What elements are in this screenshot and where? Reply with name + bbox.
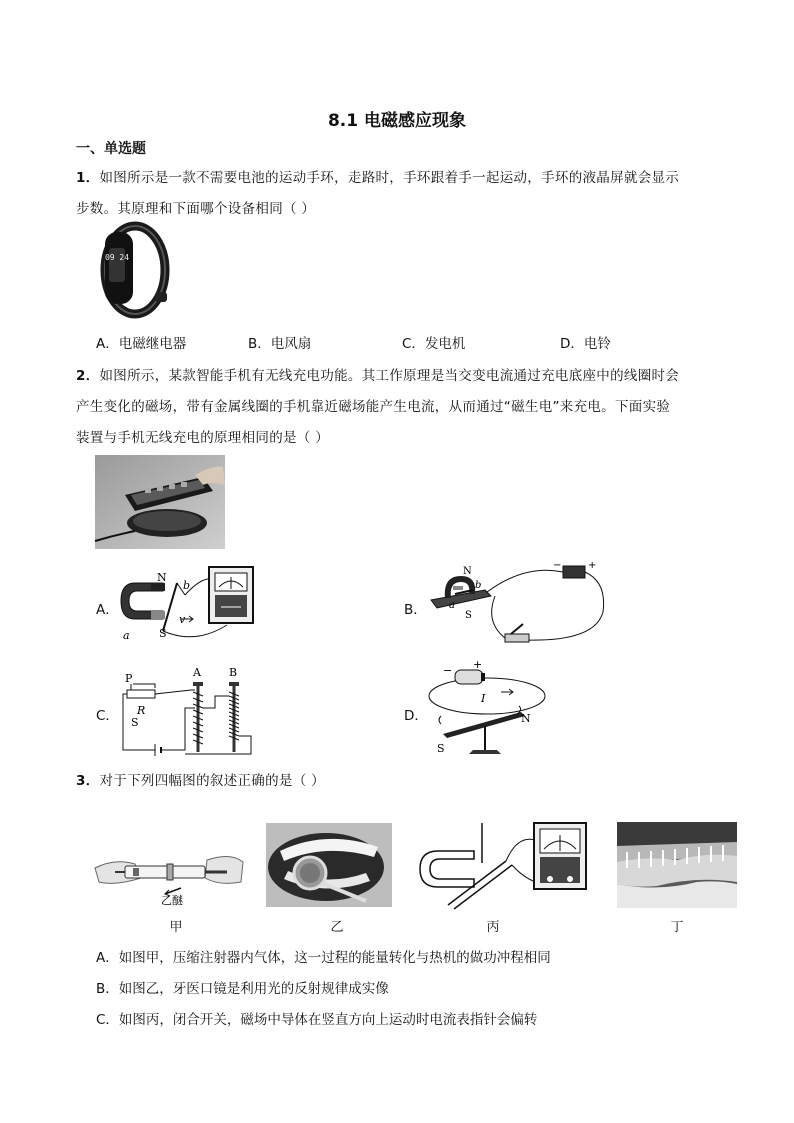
figure-yi-dental-mirror <box>266 823 392 907</box>
question-2-text-1: 如图所示，某款智能手机有无线充电功能。其工作原理是当交变电流通过充电底座中的线圈时会 <box>99 368 680 384</box>
figure-c-a-label: A <box>193 666 201 679</box>
question-3-text-1: 对于下列四幅图的叙述正确的是（ ） <box>99 773 325 789</box>
question-1-option-c[interactable]: C．发电机 <box>402 336 466 352</box>
figure-b-circuit-setup <box>425 562 610 654</box>
question-2-option-a-label[interactable]: A． <box>96 602 119 618</box>
question-1-option-b[interactable]: B．电风扇 <box>248 336 312 352</box>
figure-d-n-label: N <box>521 712 531 725</box>
question-2-text-2: 产生变化的磁场，带有金属线圈的手机靠近磁场能产生电流，从而通过“磁生电”来充电。下面实验 <box>76 399 671 415</box>
figure-b-a-label: a <box>449 600 455 611</box>
figure-c-electromagnet-setup <box>115 662 265 762</box>
figure-b-n-label: N <box>463 566 472 577</box>
question-1-option-a[interactable]: A．电磁继电器 <box>96 336 187 352</box>
question-2-option-d-label[interactable]: D． <box>404 708 428 724</box>
caption-jia: 甲 <box>169 920 183 935</box>
figure-a-b-label: b <box>183 579 191 592</box>
question-3-line-1 <box>76 769 325 789</box>
fitness-band-image <box>95 222 175 322</box>
figure-jia-syringe <box>95 838 245 908</box>
section-heading: 一、单选题 <box>76 141 146 157</box>
question-3-option-a[interactable]: A．如图甲，压缩注射器内气体，这一过程的能量转化与热机的做功冲程相同 <box>96 950 551 966</box>
figure-b-plus-label: + <box>588 560 597 571</box>
figure-b-b-label: b <box>475 580 482 591</box>
question-1-option-d[interactable]: D．电铃 <box>560 336 611 352</box>
question-2-number: 2． <box>76 368 100 384</box>
caption-bing: 丙 <box>486 920 500 935</box>
figure-bing-magnet-galvanometer <box>418 823 590 911</box>
wireless-charger-image <box>95 455 225 549</box>
question-1-line-1 <box>76 166 679 186</box>
question-2-option-c-label[interactable]: C． <box>96 708 119 724</box>
figure-c-b-label: B <box>229 666 238 679</box>
question-2-line-1 <box>76 364 679 384</box>
figure-c-r-label: R <box>137 704 146 717</box>
figure-c-p-label: P <box>125 672 133 685</box>
question-1-number: 1． <box>76 170 100 186</box>
figure-d-plus-label: + <box>473 658 483 671</box>
figure-a-generator-setup <box>115 563 265 645</box>
question-3-option-b[interactable]: B．如图乙，牙医口镜是利用光的反射规律成实像 <box>96 981 389 997</box>
question-1-text-2: 步数。其原理和下面哪个设备相同（ ） <box>76 201 316 217</box>
figure-a-v-label: v <box>179 613 186 626</box>
question-3-number: 3． <box>76 773 100 789</box>
caption-yi: 乙 <box>330 920 344 935</box>
figure-d-minus-label: − <box>443 664 453 677</box>
figure-b-minus-label: − <box>553 560 562 571</box>
figure-a-n-label: N <box>157 571 167 584</box>
band-screen-text: 09 24 <box>104 253 130 262</box>
page-title: 8.1 电磁感应现象 <box>327 111 467 131</box>
question-1-text-1: 如图所示是一款不需要电池的运动手环，走路时，手环跟着手一起运动，手环的液晶屏就会显示 <box>99 170 680 186</box>
figure-d-current-label: I <box>481 692 486 705</box>
figure-a-s-label: S <box>159 627 167 640</box>
question-2-option-b-label[interactable]: B． <box>404 602 427 618</box>
ether-label: 乙醚 <box>161 894 183 907</box>
figure-d-oersted-setup <box>425 660 555 760</box>
question-2-text-3: 装置与手机无线充电的原理相同的是（ ） <box>76 430 329 446</box>
figure-ding-waterfall-dam <box>617 822 737 908</box>
caption-ding: 丁 <box>670 920 684 935</box>
question-3-option-c[interactable]: C．如图丙，闭合开关，磁场中导体在竖直方向上运动时电流表指针会偏转 <box>96 1012 538 1028</box>
figure-d-s-label: S <box>437 742 445 755</box>
figure-a-a-label: a <box>123 629 130 642</box>
figure-b-s-label: S <box>465 610 472 621</box>
figure-c-s-label: S <box>131 716 139 729</box>
